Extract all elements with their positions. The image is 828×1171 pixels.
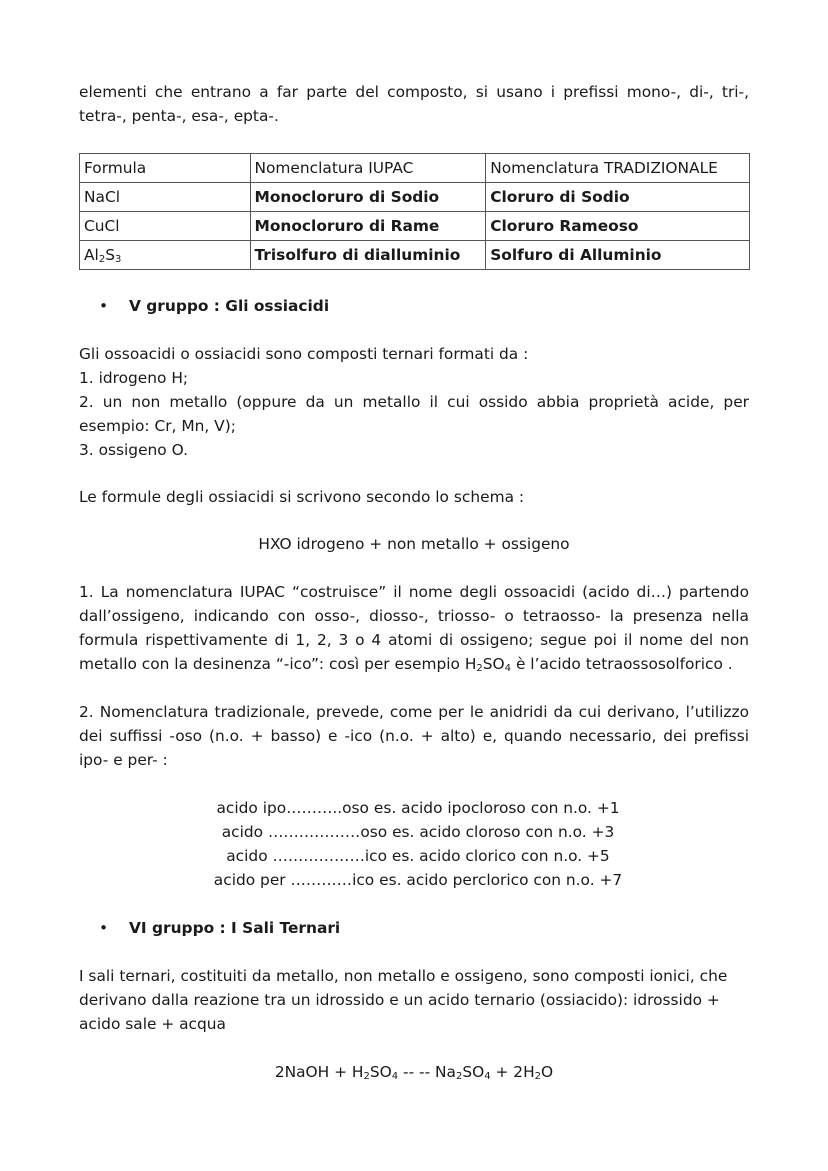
table-row [80, 212, 750, 241]
formula-subscript: 2 [98, 254, 106, 265]
text-run: è l’acido tetraossosolforico . [511, 655, 733, 673]
formula-subscript: 4 [504, 663, 512, 674]
table-cell-formula: NaCl [80, 183, 251, 212]
eq-part: -- -- Na [398, 1063, 456, 1081]
formula-subscript: 4 [484, 1071, 491, 1082]
paragraph-line: 2. Nomenclatura tradizionale, prevede, come per le anidridi da cui derivano, l’utilizzo [79, 703, 749, 721]
section-title: V gruppo : Gli ossiacidi [129, 297, 330, 315]
formula-subscript: 3 [114, 254, 122, 265]
table-row [80, 241, 750, 270]
paragraph-line: dei suffissi -oso (n.o. + basso) e -ico (n.o. + alto) e, quando necessario, dei prefissi [79, 727, 749, 745]
bullet-icon: • [99, 297, 109, 315]
section-heading-sali-ternari [79, 916, 749, 940]
eq-part: SO [462, 1063, 485, 1081]
eq-part: 2NaOH + H [274, 1063, 364, 1081]
table-row [80, 183, 750, 212]
formula-subscript: 2 [455, 1071, 463, 1082]
section-title: VI gruppo : I Sali Ternari [129, 919, 341, 937]
ossiacidi-intro: Gli ossoacidi o ossiacidi sono composti ternari formati da : [79, 345, 529, 363]
table-cell-traditional: Cloruro Rameoso [486, 212, 750, 241]
example-line: acido per …………ico es. acido perclorico con n.o. +7 [213, 871, 623, 889]
nomenclature-table [79, 153, 750, 270]
paragraph-line: derivano dalla reazione tra un idrossido e un acido ternario (ossiacido): idrossido + [79, 991, 720, 1009]
traditional-paragraph [79, 700, 749, 772]
list-item: 1. idrogeno H; [79, 369, 189, 387]
paragraph-line: 1. La nomenclatura IUPAC “costruisce” il nome degli ossoacidi (acido di…) partendo [79, 583, 749, 601]
paragraph-line: acido sale + acqua [79, 1015, 226, 1033]
paragraph-line: dall’ossigeno, indicando con osso-, diosso-, triosso- o tetraosso- la presenza nella [79, 607, 749, 625]
eq-part: SO [369, 1063, 392, 1081]
table-cell-traditional: Solfuro di Alluminio [486, 241, 750, 270]
list-item: 2. un non metallo (oppure da un metallo il cui ossido abbia proprietà acide, per [79, 393, 749, 411]
formula-subscript: 2 [476, 663, 483, 674]
text-run: metallo con la desinenza “-ico”: così per esempio H [79, 655, 477, 673]
examples-list [87, 796, 749, 892]
paragraph-line: I sali ternari, costituiti da metallo, non metallo e ossigeno, sono composti ionici, che [79, 967, 728, 985]
formula-subscript: 2 [534, 1071, 542, 1082]
intro-line-2: tetra-, penta-, esa-, epta-. [79, 107, 279, 125]
bullet-icon: • [99, 919, 109, 937]
document-page [79, 80, 749, 1084]
table-cell-iupac: Monocloruro di Rame [250, 212, 486, 241]
paragraph-line [79, 652, 749, 676]
paragraph-line: formula rispettivamente di 1, 2, 3 o 4 atomi di ossigeno; segue poi il nome del non [79, 631, 749, 649]
formula-subscript: 2 [363, 1071, 370, 1082]
table-header: Nomenclatura TRADIZIONALE [486, 154, 750, 183]
schema-intro: Le formule degli ossiacidi si scrivono secondo lo schema : [79, 488, 525, 506]
list-item-continuation: esempio: Cr, Mn, V); [79, 417, 236, 435]
section-heading-ossiacidi [79, 294, 749, 318]
formula-subscript: 4 [391, 1071, 399, 1082]
eq-part: + 2H [490, 1063, 535, 1081]
schema-formula: HXO idrogeno + non metallo + ossigeno [258, 535, 570, 553]
reaction-equation [79, 1060, 749, 1084]
table-header: Nomenclatura IUPAC [250, 154, 486, 183]
example-line: acido ………………ico es. acido clorico con n.o. +5 [226, 847, 610, 865]
text-run: SO [482, 655, 505, 673]
sali-paragraph [79, 964, 749, 1036]
paragraph-line: ipo- e per- : [79, 751, 168, 769]
intro-line-1: elementi che entrano a far parte del composto, si usano i prefissi mono-, di-, tri-, [79, 83, 749, 101]
table-cell-iupac: Monocloruro di Sodio [250, 183, 486, 212]
example-line: acido ipo………..oso es. acido ipocloroso con n.o. +1 [216, 799, 620, 817]
example-line: acido ………………oso es. acido cloroso con n.o. +3 [221, 823, 615, 841]
iupac-paragraph [79, 580, 749, 676]
eq-part: O [541, 1063, 554, 1081]
table-cell-iupac: Trisolfuro di dialluminio [250, 241, 486, 270]
formula-part: S [105, 246, 115, 264]
table-cell-formula: CuCl [80, 212, 251, 241]
table-header-row [80, 154, 750, 183]
list-item: 3. ossigeno O. [79, 441, 188, 459]
table-cell-traditional: Cloruro di Sodio [486, 183, 750, 212]
formula-part: Al [84, 246, 99, 264]
table-cell-formula [80, 241, 251, 270]
table-header: Formula [80, 154, 251, 183]
